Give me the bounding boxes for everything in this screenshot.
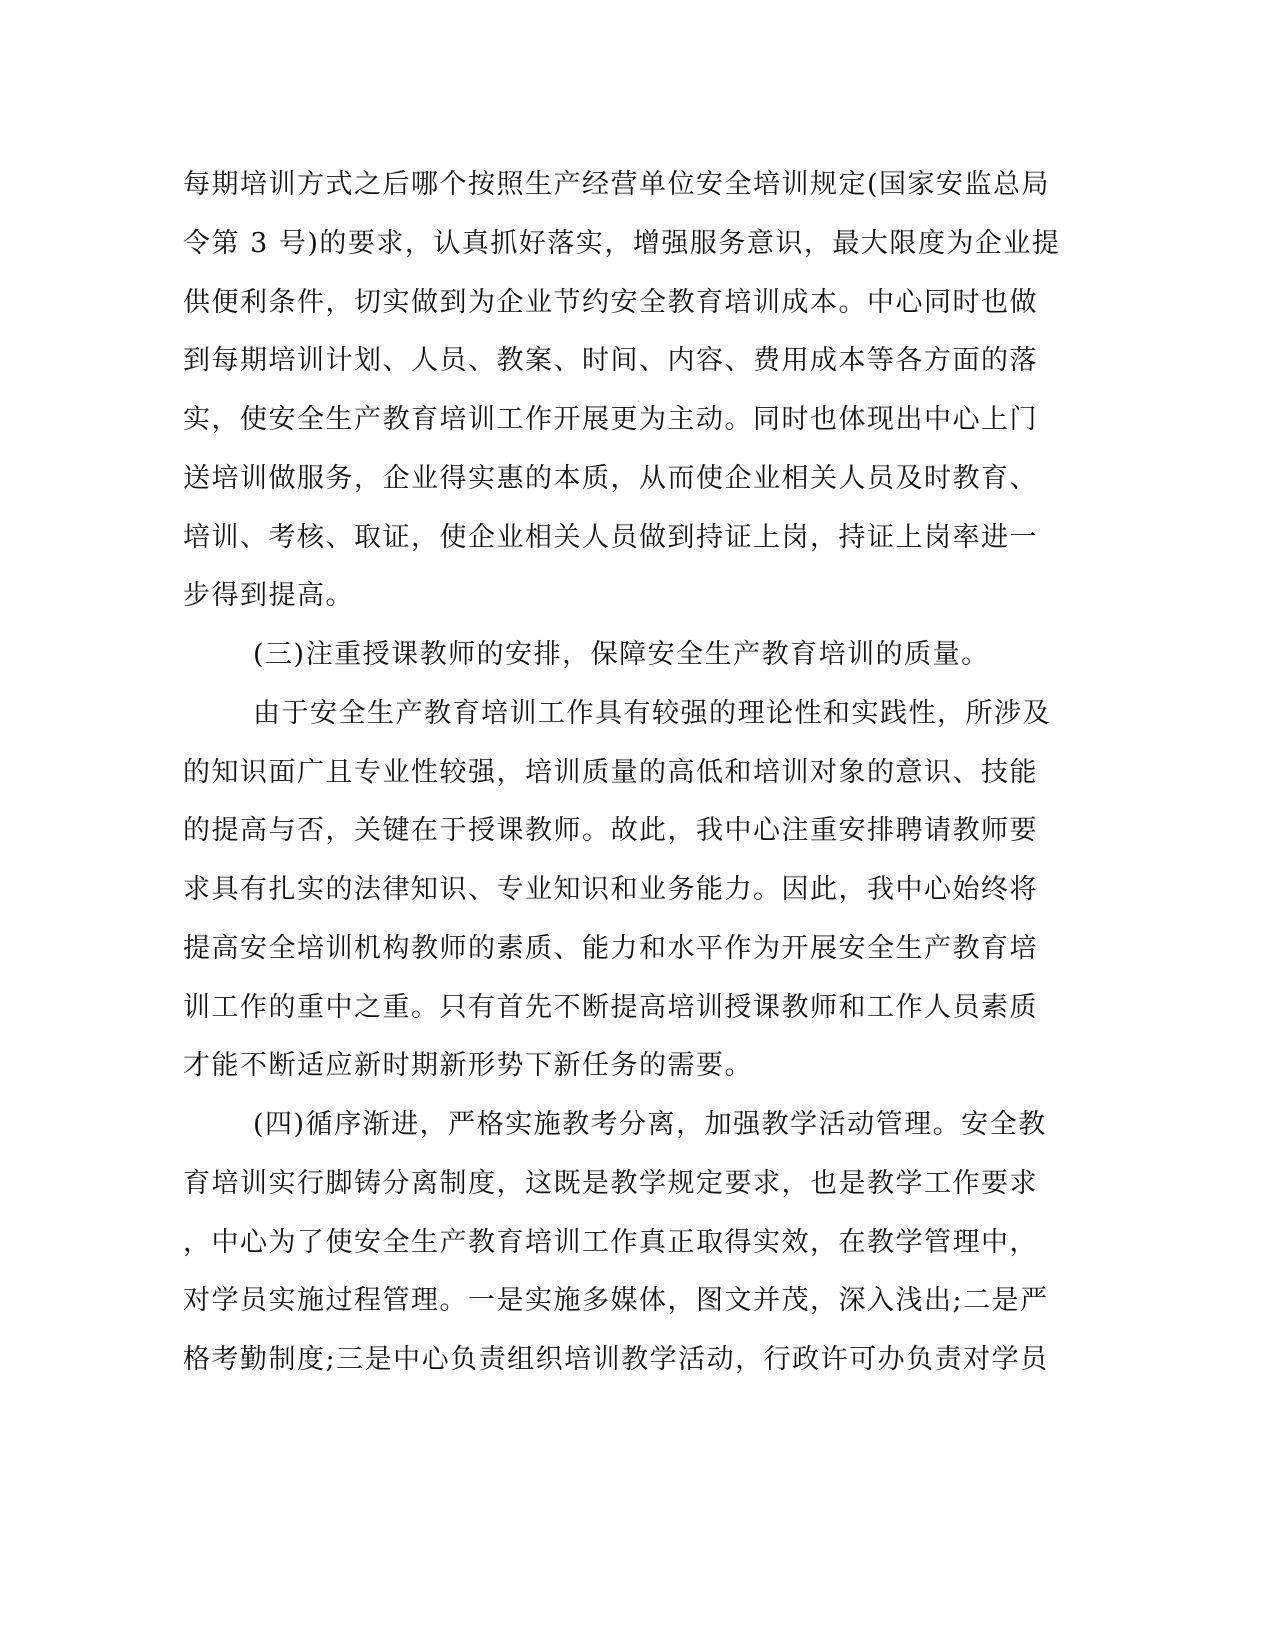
text-line: 育培训实行脚铸分离制度，这既是教学规定要求，也是教学工作要求 <box>183 1167 1038 1199</box>
text-line: 对学员实施过程管理。一是实施多媒体，图文并茂，深入浅出;二是严 <box>183 1285 1049 1317</box>
text-line: 令第 3 号)的要求，认真抓好落实，增强服务意识，最大限度为企业提 <box>183 227 1061 259</box>
text-line: 步得到提高。 <box>183 580 354 612</box>
text-line: 供便利条件，切实做到为企业节约安全教育培训成本。中心同时也做 <box>183 286 1038 318</box>
text-line: 由于安全生产教育培训工作具有较强的理论性和实践性，所涉及 <box>253 697 1051 729</box>
text-line: ，中心为了使安全生产教育培训工作真正取得实效，在教学管理中， <box>183 1226 1038 1258</box>
section-heading-4: (四)循序渐进，严格实施教考分离，加强教学活动管理。安全教 <box>253 1109 1047 1140</box>
body-text <box>183 156 1063 1390</box>
text-line: 才能不断适应新时期新形势下新任务的需要。 <box>183 1050 753 1082</box>
text-line: 提高安全培训机构教师的素质、能力和水平作为开展安全生产教育培 <box>183 932 1038 964</box>
text-line: 求具有扎实的法律知识、专业知识和业务能力。因此，我中心始终将 <box>183 874 1038 905</box>
text-line: 的知识面广且专业性较强，培训质量的高低和培训对象的意识、技能 <box>183 756 1038 788</box>
text-line: 训工作的重中之重。只有首先不断提高培训授课教师和工作人员素质 <box>183 991 1038 1023</box>
text-line: 到每期培训计划、人员、教案、时间、内容、费用成本等各方面的落 <box>183 345 1038 377</box>
text-line: 实，使安全生产教育培训工作开展更为主动。同时也体现出中心上门 <box>183 404 1038 435</box>
text-line: 送培训做服务，企业得实惠的本质，从而使企业相关人员及时教育、 <box>183 462 1038 494</box>
section-heading-3: (三)注重授课教师的安排，保障安全生产教育培训的质量。 <box>253 639 990 670</box>
text-line: 每期培训方式之后哪个按照生产经营单位安全培训规定(国家安监总局 <box>183 169 1051 200</box>
text-line: 格考勤制度;三是中心负责组织培训教学活动，行政许可办负责对学员 <box>183 1344 1049 1375</box>
text-line: 的提高与否，关键在于授课教师。故此，我中心注重安排聘请教师要 <box>183 815 1038 847</box>
text-line: 培训、考核、取证，使企业相关人员做到持证上岗，持证上岗率进一 <box>183 521 1038 553</box>
